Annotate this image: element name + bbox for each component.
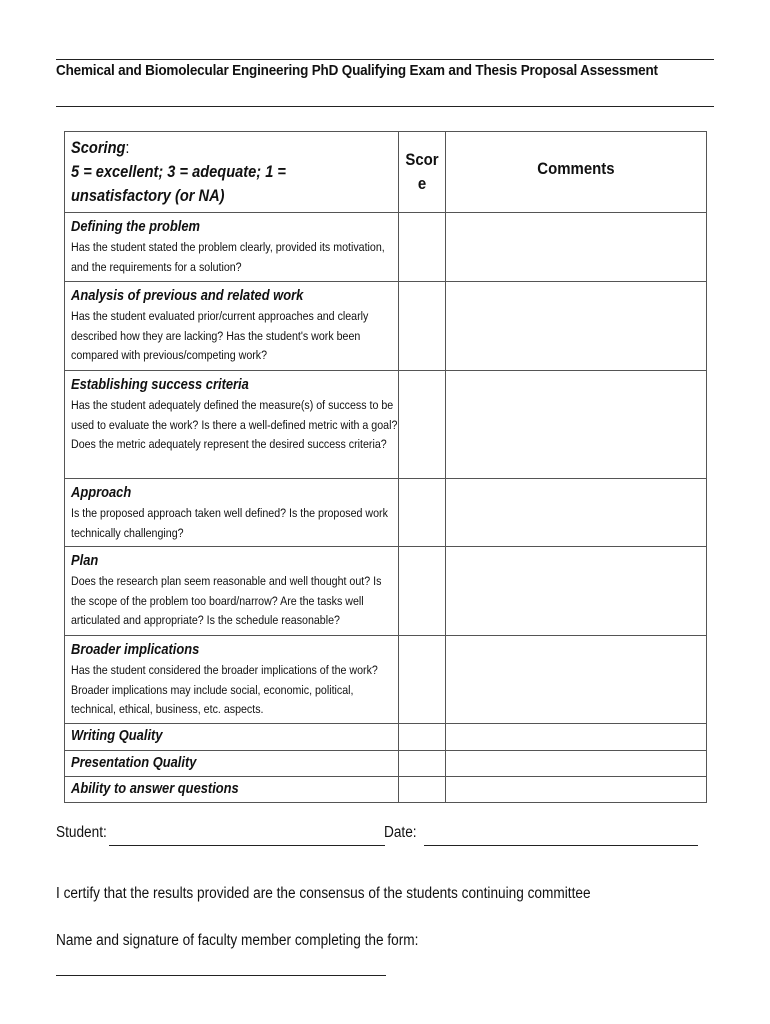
comments-cell[interactable] xyxy=(446,724,707,751)
criterion-description: Has the student considered the broader implications of the work? Broader implications may include social, economic, political, technical, ethical, business, etc. aspects. xyxy=(71,663,378,716)
criterion-title: Ability to answer questions xyxy=(71,780,239,797)
date-field[interactable] xyxy=(424,845,698,846)
table-row xyxy=(65,282,707,371)
comments-cell[interactable] xyxy=(446,282,707,371)
criterion-title: Writing Quality xyxy=(71,727,163,744)
signature-field[interactable] xyxy=(56,975,386,976)
score-cell[interactable] xyxy=(399,479,446,547)
criterion-title: Analysis of previous and related work xyxy=(71,287,304,304)
document-title: Chemical and Biomolecular Engineering PhD Qualifying Exam and Thesis Proposal Assessment xyxy=(56,62,658,79)
comments-header: Comments xyxy=(446,132,707,213)
criterion-description: Is the proposed approach taken well defined? Is the proposed work technically challenging? xyxy=(71,506,388,540)
date-label: Date: xyxy=(384,824,417,841)
comments-cell[interactable] xyxy=(446,777,707,803)
table-row xyxy=(65,479,707,547)
certification-statement: I certify that the results provided are the consensus of the students continuing committee xyxy=(56,885,591,902)
scoring-legend: Scoring: 5 = excellent; 3 = adequate; 1 = unsatisfactory (or NA) xyxy=(65,132,399,213)
table-header-row xyxy=(65,132,707,213)
comments-cell[interactable] xyxy=(446,547,707,636)
score-header: Score xyxy=(399,132,446,213)
student-field[interactable] xyxy=(109,845,385,846)
table-row xyxy=(65,724,707,751)
assessment-table xyxy=(64,131,707,803)
criterion-title: Plan xyxy=(71,552,99,569)
criterion-description: Has the student evaluated prior/current approaches and clearly described how they are lacking? Has the student's work been compared with previous/competing work? xyxy=(71,309,369,362)
top-rule xyxy=(56,59,714,60)
criterion-title: Establishing success criteria xyxy=(71,376,249,393)
table-row xyxy=(65,213,707,282)
score-cell[interactable] xyxy=(399,282,446,371)
comments-cell[interactable] xyxy=(446,371,707,479)
scoring-label: Scoring xyxy=(71,138,126,157)
criterion-title: Approach xyxy=(71,484,132,501)
table-row xyxy=(65,777,707,803)
score-cell[interactable] xyxy=(399,213,446,282)
signature-label: Name and signature of faculty member completing the form: xyxy=(56,932,419,949)
score-cell[interactable] xyxy=(399,636,446,724)
scoring-text: 5 = excellent; 3 = adequate; 1 = unsatisfactory (or NA) xyxy=(71,162,286,205)
table-row xyxy=(65,547,707,636)
criterion-title: Presentation Quality xyxy=(71,754,197,771)
student-label: Student: xyxy=(56,824,107,841)
table-row xyxy=(65,371,707,479)
score-cell[interactable] xyxy=(399,371,446,479)
score-cell[interactable] xyxy=(399,547,446,636)
score-cell[interactable] xyxy=(399,724,446,751)
table-row xyxy=(65,636,707,724)
criterion-title: Defining the problem xyxy=(71,218,200,235)
score-cell[interactable] xyxy=(399,777,446,803)
title-underline xyxy=(56,106,714,107)
comments-cell[interactable] xyxy=(446,751,707,777)
criterion-description: Has the student stated the problem clearly, provided its motivation, and the requirements for a solution? xyxy=(71,240,385,274)
comments-cell[interactable] xyxy=(446,213,707,282)
criterion-description: Has the student adequately defined the measure(s) of success to be used to evaluate the work? Is there a well-defined metric with a goal? Does the metric adequately represent the desired success criteria? xyxy=(71,398,398,451)
criterion-title: Broader implications xyxy=(71,641,200,658)
criterion-description: Does the research plan seem reasonable and well thought out? Is the scope of the problem too board/narrow? Are the tasks well articulated and appropriate? Is the schedule reasonable? xyxy=(71,574,382,627)
table-row xyxy=(65,751,707,777)
comments-cell[interactable] xyxy=(446,479,707,547)
score-cell[interactable] xyxy=(399,751,446,777)
comments-cell[interactable] xyxy=(446,636,707,724)
